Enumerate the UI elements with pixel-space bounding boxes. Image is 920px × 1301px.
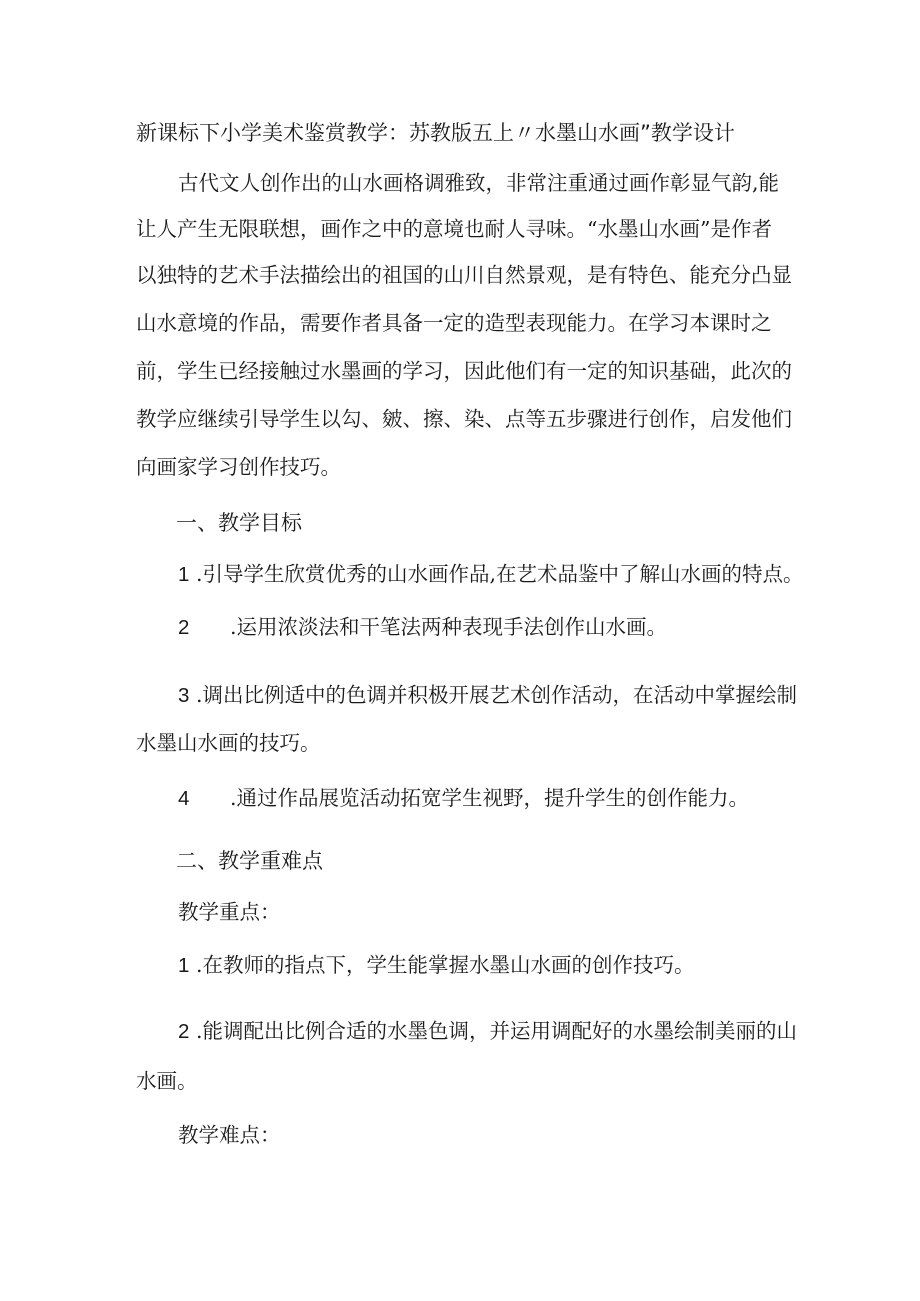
section-heading-goals: 一、教学目标 <box>176 511 302 535</box>
goal-item-text: .引导学生欣赏优秀的山水画作品,在艺术品鉴中了解山水画的特点。 <box>195 562 804 586</box>
key-item-2 <box>178 1017 797 1046</box>
key-item-text: .在教师的指点下，学生能掌握水墨山水画的创作技巧。 <box>195 953 695 977</box>
goal-item-number: 4 <box>178 787 190 810</box>
key-item-2-continued: 水画。 <box>136 1069 198 1093</box>
intro-line-4: 山水意境的作品，需要作者具备一定的造型表现能力。在学习本课时之 <box>136 311 772 335</box>
intro-line-6: 教学应继续引导学生以勾、皴、擦、染、点等五步骤进行创作，启发他们 <box>136 407 792 431</box>
goal-item-3-continued: 水墨山水画的技巧。 <box>136 731 321 755</box>
goal-item-number: 1 <box>178 563 190 586</box>
intro-line-2: 让人产生无限联想，画作之中的意境也耐人寻味。“水墨山水画”是作者 <box>136 217 772 241</box>
key-item-number: 2 <box>178 1020 190 1043</box>
goal-item-number: 3 <box>178 684 190 707</box>
key-item-number: 1 <box>178 954 190 977</box>
goal-item-3 <box>178 681 797 710</box>
intro-line-7: 向画家学习创作技巧。 <box>136 455 341 479</box>
key-points-label: 教学重点： <box>178 900 281 924</box>
section-heading-key-points: 二、教学重难点 <box>176 849 323 873</box>
goal-item-2 <box>178 613 667 642</box>
goal-item-1 <box>178 560 803 589</box>
goal-item-text: .调出比例适中的色调并积极开展艺术创作活动，在活动中掌握绘制 <box>195 683 797 707</box>
key-item-1 <box>178 951 694 980</box>
goal-item-4 <box>178 784 749 813</box>
document-title: 新课标下小学美术鉴赏教学：苏教版五上〃水墨山水画”教学设计 <box>136 121 735 145</box>
goal-item-number: 2 <box>178 616 190 639</box>
intro-line-1: 古代文人创作出的山水画格调雅致，非常注重通过画作彰显气韵,能 <box>178 171 780 195</box>
goal-item-text: .运用浓淡法和干笔法两种表现手法创作山水画。 <box>230 615 668 639</box>
intro-line-5: 前，学生已经接触过水墨画的学习，因此他们有一定的知识基础，此次的 <box>136 359 792 383</box>
key-item-text: .能调配出比例合适的水墨色调，并运用调配好的水墨绘制美丽的山 <box>195 1019 797 1043</box>
goal-item-text: .通过作品展览活动拓宽学生视野，提升学生的创作能力。 <box>230 786 750 810</box>
intro-line-3: 以独特的艺术手法描绘出的祖国的山川自然景观，是有特色、能充分凸显 <box>136 263 792 287</box>
difficulty-label: 教学难点： <box>178 1123 281 1147</box>
